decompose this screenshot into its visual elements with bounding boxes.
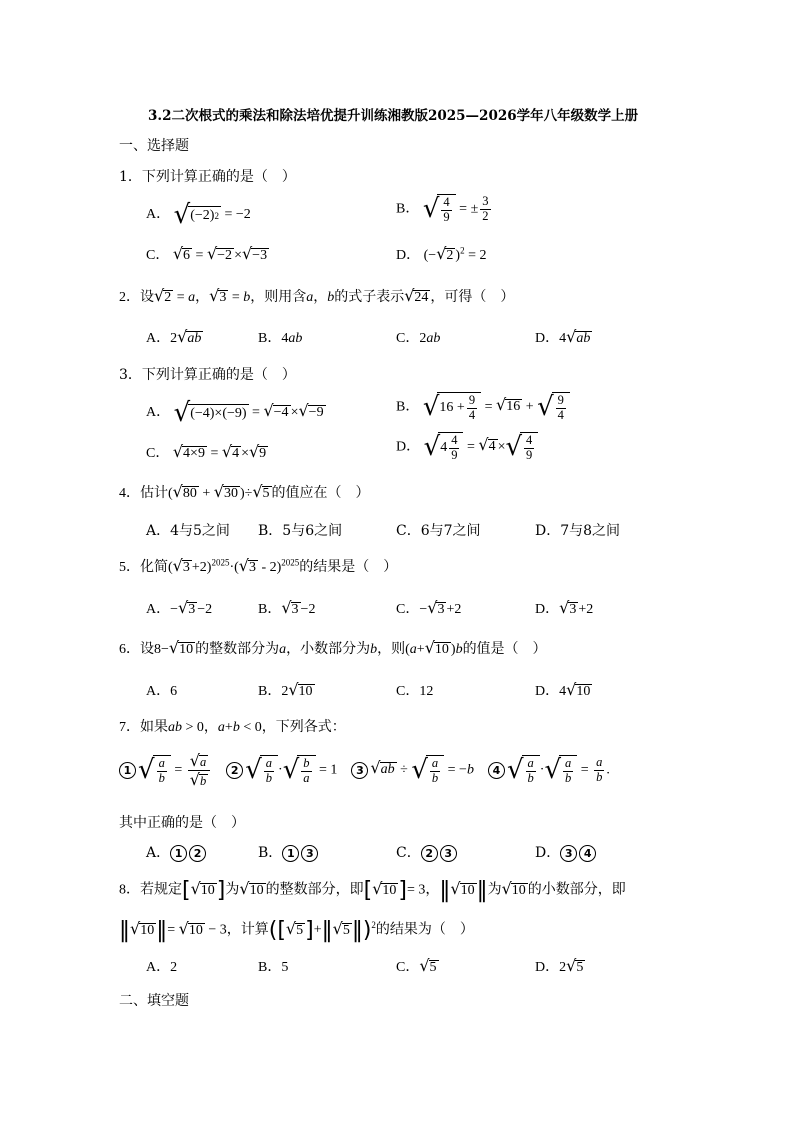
q4-option-d: D．7与8之间 [535,523,621,539]
circled-2: 2 [226,762,243,779]
q4-option-b: B．5与6之间 [258,523,343,539]
page-title: 3.2二次根式的乘法和除法培优提升训练湘教版2025—2026学年八年级数学上册 [148,108,639,124]
circled-1: 1 [119,762,136,779]
q3-option-c: C． √4×9 = √4 ×√9 [146,442,267,461]
q7-option-a: A． 1 2 [146,842,208,862]
q7-option-d: D． 3 4 [535,842,598,862]
q2-option-d: D．4√ab [535,327,591,346]
q7-option-b: B． 1 3 [258,842,320,862]
section-choice: 一、选择题 [119,138,189,154]
q5-option-a: A．−√3 −2 [146,598,213,617]
question-8-line1: 8．若规定[√10]为√10 的整数部分，即[√10]= 3，‖√10‖为√10 的小数部分，即 [119,878,626,903]
circled-3: 3 [351,762,368,779]
q5-option-d: D．√3 +2 [535,598,594,617]
circled-4: 4 [488,762,505,779]
q1-option-b: B． √ $\frac{4}{9}$ = ± $\frac{3}{2}$ [396,194,489,225]
q2-option-c: C．2ab [396,331,441,346]
q7-correct-prompt: 其中正确的是（ ） [119,815,245,831]
question-4: 4．估计(√80 + √30 )÷√5 的值应在（ ） [119,482,370,501]
q6-option-a: A．6 [146,684,178,699]
question-5: 5．化简$(√3 +2)^{2025}\cdot(√3 - 2)^{2025}$的结果是（ ） [119,556,398,575]
q7-option-c: C． 2 3 [396,842,459,862]
q5-option-c: C．−√3 +2 [396,598,462,617]
question-3: 3．下列计算正确的是（ ） [119,367,296,383]
question-2: 2．设√2 = a，√3 = b，则用含a，b的式子表示√24 ，可得（ ） [119,286,515,305]
q2-option-b: B．4ab [258,331,303,346]
q8-option-c: C．√5 [396,956,437,975]
question-1: 1．下列计算正确的是（ ） [119,169,296,185]
section-fill: 二、填空题 [119,993,189,1009]
q1-option-d: D． (−√2 )$^2$ = 2 [396,244,487,263]
q8-option-d: D．2√5 [535,956,584,975]
q6-option-b: B．2√10 [258,680,313,699]
q7-statements: 1 √ $\frac{a}{b}$ = $\frac{√a}{√b}$ 2 √ $\frac{a}{b}$ · √ $\frac{b}{a}$ = 1 3 √ab ÷ √ $\frac{a}{b}$ = −b 4 √ $\frac{a}{b}$ · √ $\frac{a}{b}$ = $\frac{a}{b}$ . [119,752,610,789]
q8-option-a: A．2 [146,960,178,975]
q6-option-d: D．4√10 [535,680,591,699]
q3-option-d: D． √ 4 $\frac{4}{9}$ = √4 × √ $\frac{4}{9}$ [396,432,538,463]
q1-option-a: A． √ (−2) 2 = −2 [146,200,251,230]
q3-option-b: B． √ 16 + $\frac{9}{4}$ = √16 + √ $\frac{9}{4}$ [396,392,570,423]
q6-option-c: C．12 [396,684,434,699]
q8-option-b: B．5 [258,960,289,975]
question-8-line2: ‖√10‖= √10 − 3，计算([√5]+‖√5‖)$^2$的结果为（ ） [119,918,474,943]
q4-option-a: A．4与5之间 [146,523,230,539]
q4-option-c: C．6与7之间 [396,523,481,539]
q1-option-c: C． √6 = √−2 ×√−3 [146,244,268,263]
q3-option-a: A． √ (−4)×(−9) = √−4 ×√−9 [146,398,324,428]
q5-option-b: B．√3 −2 [258,598,316,617]
q2-option-a: A．2√ab [146,327,202,346]
question-7: 7．如果ab > 0，a+b < 0，下列各式： [119,720,346,735]
question-6: 6．设8−√10 的整数部分为a，小数部分为b，则(a+√10 )b的值是（ ） [119,638,547,657]
